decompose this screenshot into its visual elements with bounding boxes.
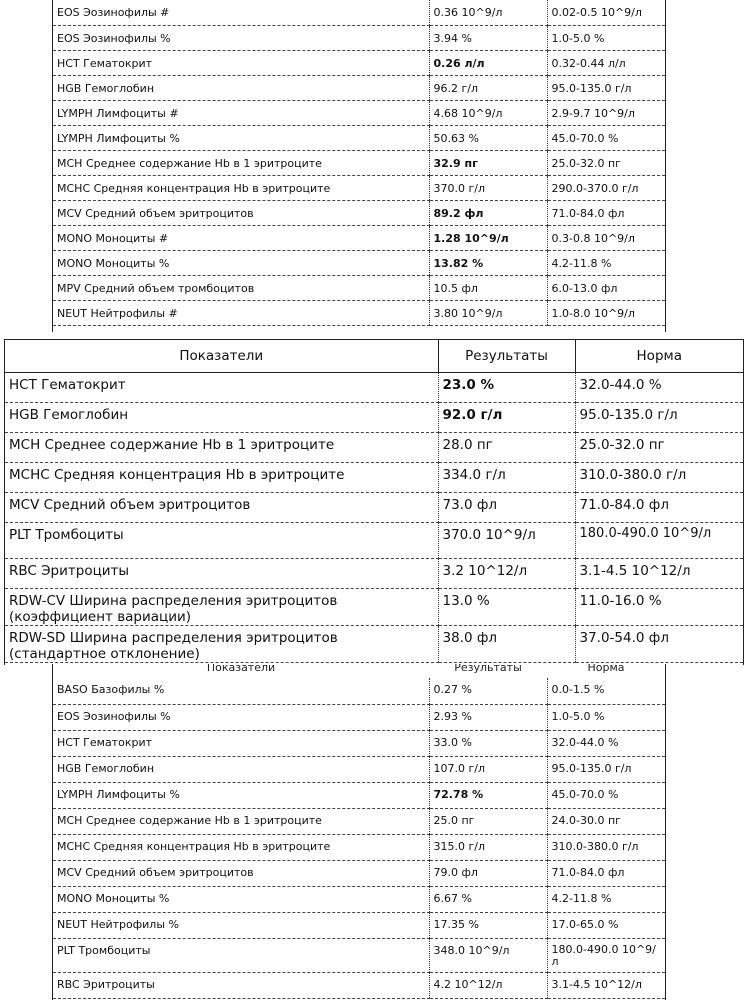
indicator-name-cell: MONO Моноциты %: [53, 250, 429, 275]
norm-range-cell: 0.02-0.5 10^9/л: [547, 0, 665, 25]
result-value-cell: 38.0 фл: [438, 626, 575, 663]
result-value-cell: 4.68 10^9/л: [429, 100, 547, 125]
norm-range-cell: 95.0-135.0 г/л: [575, 403, 743, 433]
result-value-cell: 0.27 %: [429, 678, 547, 704]
indicator-name-cell: BASO Базофилы %: [53, 678, 429, 704]
table-row: [53, 75, 665, 100]
table-row: [53, 0, 665, 25]
result-value-cell: 0.36 10^9/л: [429, 0, 547, 25]
norm-range-cell: 45.0-70.0 %: [547, 782, 665, 808]
table-row: [5, 373, 743, 403]
indicator-name-cell: MCV Средний объем эритроцитов: [5, 493, 438, 523]
result-value-cell: 3.94 %: [429, 25, 547, 50]
table-row: [53, 834, 665, 860]
lab-results-fragment-top: [52, 0, 666, 332]
result-value-cell: 50.63 %: [429, 125, 547, 150]
result-value-cell: 348.0 10^9/л: [429, 938, 547, 972]
norm-range-cell: 37.0-54.0 фл: [575, 626, 743, 663]
norm-range-cell: 0.0-1.5 %: [547, 678, 665, 704]
table-row: [53, 25, 665, 50]
table-row: [5, 523, 743, 559]
result-value-cell: 13.0 %: [438, 589, 575, 626]
header-norm: Норма: [587, 664, 625, 674]
norm-range-cell: 45.0-70.0 %: [547, 125, 665, 150]
indicator-name-cell: HCT Гематокрит: [53, 730, 429, 756]
table-row: [53, 175, 665, 200]
norm-range-cell: 180.0-490.0 10^9/л: [547, 938, 665, 972]
norm-range-cell: 17.0-65.0 %: [547, 912, 665, 938]
indicator-name-cell: RDW-SD Ширина распределения эритроцитов (стандартное отклонение): [5, 626, 438, 663]
table-row: [53, 200, 665, 225]
norm-range-cell: 180.0-490.0 10^9/л: [575, 523, 743, 559]
table-row: [5, 589, 743, 626]
norm-range-cell: 2.9-9.7 10^9/л: [547, 100, 665, 125]
norm-range-cell: 71.0-84.0 фл: [575, 493, 743, 523]
result-value-cell: 4.2 10^12/л: [429, 972, 547, 998]
header-indicators: Показатели: [206, 664, 276, 674]
norm-range-cell: 3.1-4.5 10^12/л: [547, 972, 665, 998]
result-value-cell: 0.26 л/л: [429, 50, 547, 75]
table-row: [53, 782, 665, 808]
result-value-cell: 96.2 г/л: [429, 75, 547, 100]
indicator-name-cell: RBC Эритроциты: [53, 972, 429, 998]
table-row: [5, 403, 743, 433]
norm-range-cell: 71.0-84.0 фл: [547, 860, 665, 886]
table-row: [53, 808, 665, 834]
indicator-name-cell: PLT Тромбоциты: [5, 523, 438, 559]
table-row: [53, 886, 665, 912]
table-row: [53, 756, 665, 782]
norm-range-cell: 310.0-380.0 г/л: [547, 834, 665, 860]
table-row: [53, 125, 665, 150]
result-value-cell: 334.0 г/л: [438, 463, 575, 493]
result-value-cell: 33.0 %: [429, 730, 547, 756]
norm-range-cell: 25.0-32.0 пг: [575, 433, 743, 463]
results-table-top: [53, 0, 665, 326]
table-row: [53, 938, 665, 972]
norm-range-cell: 32.0-44.0 %: [575, 373, 743, 403]
result-value-cell: 79.0 фл: [429, 860, 547, 886]
norm-range-cell: 4.2-11.8 %: [547, 250, 665, 275]
table-row: [53, 704, 665, 730]
indicator-name-cell: MCH Среднее содержание Hb в 1 эритроците: [53, 808, 429, 834]
result-value-cell: 370.0 г/л: [429, 175, 547, 200]
result-value-cell: 92.0 г/л: [438, 403, 575, 433]
indicator-name-cell: MCHC Средняя концентрация Hb в эритроците: [53, 834, 429, 860]
norm-range-cell: 0.32-0.44 л/л: [547, 50, 665, 75]
indicator-name-cell: HCT Гематокрит: [53, 50, 429, 75]
header-norm: Норма: [575, 340, 743, 373]
table-row: [53, 50, 665, 75]
result-value-cell: 17.35 %: [429, 912, 547, 938]
norm-range-cell: 3.1-4.5 10^12/л: [575, 559, 743, 589]
header-indicators: Показатели: [5, 340, 438, 373]
table-row: [5, 559, 743, 589]
result-value-cell: 32.9 пг: [429, 150, 547, 175]
table-row: [53, 300, 665, 325]
result-value-cell: 1.28 10^9/л: [429, 225, 547, 250]
table-header-row: [5, 340, 743, 373]
norm-range-cell: 25.0-32.0 пг: [547, 150, 665, 175]
table-row: [53, 225, 665, 250]
indicator-name-cell: HCT Гематокрит: [5, 373, 438, 403]
header-results: Результаты: [438, 340, 575, 373]
results-table-bottom: [53, 664, 665, 999]
result-value-cell: 28.0 пг: [438, 433, 575, 463]
norm-range-cell: 4.2-11.8 %: [547, 886, 665, 912]
lab-results-fragment-middle: [4, 339, 744, 665]
table-row: [53, 972, 665, 998]
indicator-name-cell: HGB Гемоглобин: [5, 403, 438, 433]
norm-range-cell: 1.0-8.0 10^9/л: [547, 300, 665, 325]
indicator-name-cell: NEUT Нейтрофилы %: [53, 912, 429, 938]
table-row: [53, 275, 665, 300]
result-value-cell: 72.78 %: [429, 782, 547, 808]
indicator-name-cell: MCV Средний объем эритроцитов: [53, 200, 429, 225]
table-row: [5, 463, 743, 493]
table-row: [53, 730, 665, 756]
indicator-name-cell: MONO Моноциты %: [53, 886, 429, 912]
indicator-name-cell: EOS Эозинофилы %: [53, 25, 429, 50]
result-value-cell: 2.93 %: [429, 704, 547, 730]
indicator-name-cell: LYMPH Лимфоциты %: [53, 782, 429, 808]
result-value-cell: 10.5 фл: [429, 275, 547, 300]
table-row: [53, 100, 665, 125]
norm-range-cell: 1.0-5.0 %: [547, 704, 665, 730]
results-table-middle: [5, 340, 743, 663]
result-value-cell: 107.0 г/л: [429, 756, 547, 782]
norm-range-cell: 95.0-135.0 г/л: [547, 75, 665, 100]
result-value-cell: 25.0 пг: [429, 808, 547, 834]
indicator-name-cell: NEUT Нейтрофилы #: [53, 300, 429, 325]
result-value-cell: 89.2 фл: [429, 200, 547, 225]
indicator-name-cell: EOS Эозинофилы #: [53, 0, 429, 25]
indicator-name-cell: MCV Средний объем эритроцитов: [53, 860, 429, 886]
indicator-name-cell: HGB Гемоглобин: [53, 75, 429, 100]
result-value-cell: 13.82 %: [429, 250, 547, 275]
indicator-name-cell: RDW-CV Ширина распределения эритроцитов (коэффициент вариации): [5, 589, 438, 626]
table-row: [5, 626, 743, 663]
norm-range-cell: 310.0-380.0 г/л: [575, 463, 743, 493]
indicator-name-cell: EOS Эозинофилы %: [53, 704, 429, 730]
indicator-name-cell: PLT Тромбоциты: [53, 938, 429, 972]
table-row: [53, 678, 665, 704]
norm-range-cell: 32.0-44.0 %: [547, 730, 665, 756]
result-value-cell: 6.67 %: [429, 886, 547, 912]
norm-range-cell: 71.0-84.0 фл: [547, 200, 665, 225]
result-value-cell: 73.0 фл: [438, 493, 575, 523]
result-value-cell: 315.0 г/л: [429, 834, 547, 860]
indicator-name-cell: MCHC Средняя концентрация Hb в эритроците: [53, 175, 429, 200]
table-row: [5, 433, 743, 463]
result-value-cell: 370.0 10^9/л: [438, 523, 575, 559]
norm-range-cell: 0.3-0.8 10^9/л: [547, 225, 665, 250]
indicator-name-cell: LYMPH Лимфоциты #: [53, 100, 429, 125]
indicator-name-cell: LYMPH Лимфоциты %: [53, 125, 429, 150]
indicator-name-cell: MCH Среднее содержание Hb в 1 эритроците: [53, 150, 429, 175]
table-row: [5, 493, 743, 523]
result-value-cell: 23.0 %: [438, 373, 575, 403]
norm-range-cell: 290.0-370.0 г/л: [547, 175, 665, 200]
norm-range-cell: 11.0-16.0 %: [575, 589, 743, 626]
norm-range-cell: 95.0-135.0 г/л: [547, 756, 665, 782]
table-row: [53, 912, 665, 938]
indicator-name-cell: MPV Средний объем тромбоцитов: [53, 275, 429, 300]
table-row: [53, 150, 665, 175]
norm-range-cell: 6.0-13.0 фл: [547, 275, 665, 300]
indicator-name-cell: MCHC Средняя концентрация Hb в эритроците: [5, 463, 438, 493]
indicator-name-cell: MCH Среднее содержание Hb в 1 эритроците: [5, 433, 438, 463]
lab-results-fragment-bottom: [52, 664, 666, 1000]
norm-range-cell: 1.0-5.0 %: [547, 25, 665, 50]
norm-range-cell: 24.0-30.0 пг: [547, 808, 665, 834]
indicator-name-cell: MONO Моноциты #: [53, 225, 429, 250]
result-value-cell: 3.2 10^12/л: [438, 559, 575, 589]
table-row: [53, 860, 665, 886]
result-value-cell: 3.80 10^9/л: [429, 300, 547, 325]
table-header-row: [53, 664, 665, 678]
header-results: Результаты: [454, 664, 522, 674]
indicator-name-cell: HGB Гемоглобин: [53, 756, 429, 782]
indicator-name-cell: RBC Эритроциты: [5, 559, 438, 589]
table-row: [53, 250, 665, 275]
